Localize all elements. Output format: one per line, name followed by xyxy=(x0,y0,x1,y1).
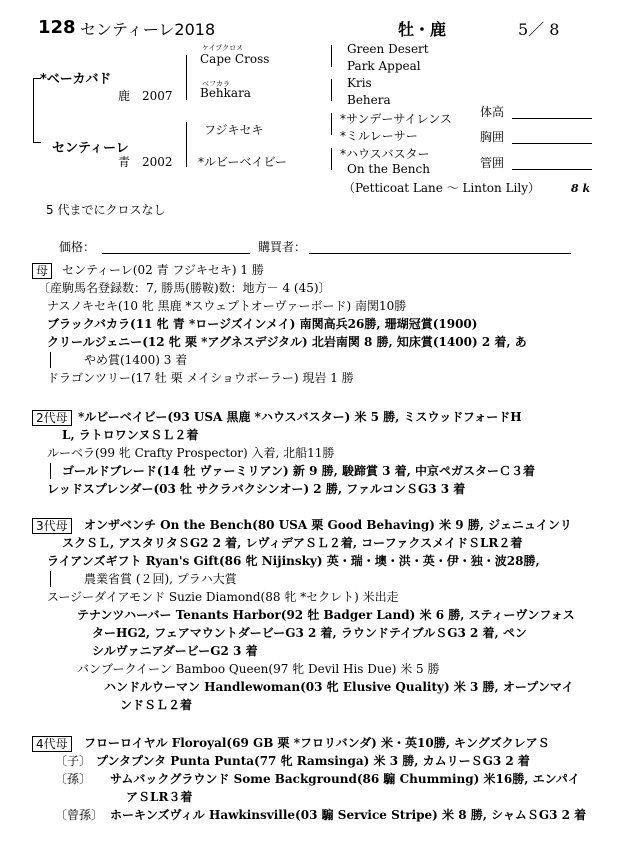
height-label: 体高 xyxy=(480,105,505,119)
bracket-line xyxy=(50,463,51,479)
dam-summary: センティーレ(02 青 フジキセキ) 1 勝 xyxy=(62,263,264,277)
progeny-entry: ルーベラ(99 牝 Crafty Prospector) 入着, 北船11勝 xyxy=(47,446,335,460)
progeny-entry: プンタプンタ Punta Punta(77 牝 Ramsinga) 米 3 勝, カムリーＳG3 2 着 xyxy=(96,754,530,768)
lot-number: 128 xyxy=(38,17,76,38)
price-field[interactable] xyxy=(102,253,250,254)
progeny-entry: ドラゴンツリー(17 牡 栗 メイショウボーラー) 現岩 1 勝 xyxy=(47,371,354,385)
section-tag-fourth-dam: 4代母 xyxy=(32,736,72,752)
buyer-field[interactable] xyxy=(309,253,571,254)
sire-dam-name: Behkara xyxy=(200,86,251,100)
progeny-entry: ナスノキセキ(10 牝 黒鹿 *スウェプトオーヴァーボード) 南関10勝 xyxy=(47,299,407,313)
gen3-name: Kris xyxy=(347,76,372,90)
fourth-dam-summary: フローロイヤル Floroyal(69 GB 栗 *フロリバンダ) 米・英10勝, キングズクレアＳ xyxy=(84,736,550,750)
bracket-line xyxy=(50,352,51,368)
dam-progeny-stats: 〔産駒馬名登録数：7, 勝馬(勝鞍)数：地方－ 4 (45)〕 xyxy=(38,281,331,295)
progeny-entry: レッドスプレンダー(03 牡 サクラバクシンオー) 2 勝, ファルコンＳG3 3 着 xyxy=(47,482,466,496)
progeny-entry: ホーキンズヴィル Hawkinsville(03 騸 Service Stripe) 米 8 勝, シャムＳG3 2 着 xyxy=(110,808,587,822)
progeny-entry: クリールジェニー(12 牝 栗 *アグネスデジタル) 北岩南関 8 勝, 知床賞(1400) 2 着, あ xyxy=(47,335,527,349)
pedigree-connector xyxy=(186,55,187,100)
progeny-entry: バンブークイーン Bamboo Queen(97 牝 Devil His Due) 米 5 勝 xyxy=(77,662,440,676)
generation-label: 〔曾孫〕 xyxy=(55,808,104,822)
third-dam-summary: オンザベンチ On the Bench(80 USA 栗 Good Behaving) 米 9 勝, ジェニュインリ xyxy=(84,518,572,532)
height-field[interactable] xyxy=(512,118,592,119)
generation-label: 〔孫〕 xyxy=(55,772,92,786)
sire-sire-name: Cape Cross xyxy=(200,52,270,66)
pedigree-connector xyxy=(33,142,41,143)
progeny-entry: ライアンズギフト Ryan's Gift(86 牝 Nijinsky) 英・瑞・墺・洪・英・伊・独・波28勝, xyxy=(47,554,540,568)
sire-name: *ベーカバド xyxy=(40,72,112,87)
progeny-entry-cont: 農業省賞 (２回), プラハ大賞 xyxy=(84,572,237,586)
price-label: 価格： xyxy=(59,240,96,254)
gen3-name: Park Appeal xyxy=(347,59,421,73)
gen3-name: Green Desert xyxy=(347,42,429,56)
sire-color-year: 鹿 2007 xyxy=(118,89,173,103)
cannon-label: 管囲 xyxy=(480,156,505,170)
bracket-line xyxy=(50,571,51,587)
section-tag-second-dam: 2代母 xyxy=(32,410,72,426)
pedigree-connector xyxy=(331,79,332,101)
chest-label: 胸囲 xyxy=(480,130,505,144)
gen3-name: *サンデーサイレンス xyxy=(340,112,452,126)
gen4-note: （Petticoat Lane 〜 Linton Lily） xyxy=(343,181,540,195)
gen3-name: Behera xyxy=(347,93,391,107)
gen3-name: *ハウスバスター xyxy=(340,147,430,161)
progeny-entry: ゴールドブレード(14 牡 ヴァーミリアン) 新 9 勝, 駿蹄賞 3 着, 中京ペガスターＣ３着 xyxy=(62,464,536,478)
section-tag-dam: 母 xyxy=(32,263,52,279)
progeny-entry: サムバックグラウンド Some Background(86 騸 Chumming) 米16勝, エンパイ xyxy=(110,772,580,786)
chest-field[interactable] xyxy=(512,143,592,144)
horse-name-year: センティーレ2018 xyxy=(80,20,216,39)
dam-color-year: 青 2002 xyxy=(118,155,173,169)
sex-color: 牡・鹿 xyxy=(398,20,447,39)
buyer-label: 購買者： xyxy=(258,240,307,254)
progeny-entry-cont: ターHG2, フェアマウントダービーG3 2 着, ラウンドテイブルＳG3 2 着, ペン xyxy=(92,626,527,640)
progeny-entry-cont: ンドＳＬ２着 xyxy=(120,698,193,712)
gen3-name: *ミルレーサー xyxy=(340,129,418,143)
section-tag-third-dam: 3代母 xyxy=(32,518,72,534)
sire-dam-ruby: ベフカラ xyxy=(202,80,230,88)
birthdate: 5／ 8 xyxy=(518,20,560,39)
progeny-entry: スージーダイアモンド Suzie Diamond(88 牝 *セクレト) 米出走 xyxy=(47,590,399,604)
generation-label: 〔子〕 xyxy=(55,754,92,768)
pedigree-connector xyxy=(331,45,332,67)
sire-sire-ruby: ケイプクロス xyxy=(202,44,244,52)
inbreed-mark: 8 k xyxy=(571,182,591,195)
cross-note: 5 代までにクロスなし xyxy=(46,203,166,217)
third-dam-summary-cont: スクＳＬ, アスタリタＳG2 2 着, レヴィデアＳＬ２着, コーファクスメイドＳLR２着 xyxy=(62,536,523,550)
dam-name: センティーレ xyxy=(52,141,129,156)
second-dam-summary: *ルビーベイビー(93 USA 黒鹿 *ハウスバスター) 米 5 勝, ミスウッドフォードH xyxy=(78,410,522,424)
pedigree-connector xyxy=(33,78,34,142)
progeny-entry-cont: アＳLR３着 xyxy=(126,790,193,804)
second-dam-summary-cont: L, ラトロワンヌＳＬ２着 xyxy=(62,428,199,442)
pedigree-connector xyxy=(186,122,187,167)
progeny-entry-cont: シルヴァニアダービーG2 3 着 xyxy=(92,644,258,658)
progeny-entry: テナンツハーバー Tenants Harbor(92 牡 Badger Land) 米 6 勝, スティーヴンフォス xyxy=(77,608,575,622)
gen3-name: On the Bench xyxy=(347,162,430,176)
progeny-entry: ブラックバカラ(11 牝 青 *ロージズインメイ) 南関高兵26勝, 珊瑚冠賞(1900) xyxy=(47,317,478,331)
pedigree-connector xyxy=(331,113,332,135)
cannon-field[interactable] xyxy=(512,169,592,170)
dam-sire-name: フジキセキ xyxy=(204,123,264,137)
pedigree-connector xyxy=(331,148,332,170)
progeny-entry: ハンドルウーマン Handlewoman(03 牝 Elusive Quality) 米 3 勝, オープンマイ xyxy=(104,680,574,694)
dam-dam-name: *ルビーベイビー xyxy=(198,155,288,169)
progeny-entry-cont: やめ賞(1400) 3 着 xyxy=(84,353,188,367)
